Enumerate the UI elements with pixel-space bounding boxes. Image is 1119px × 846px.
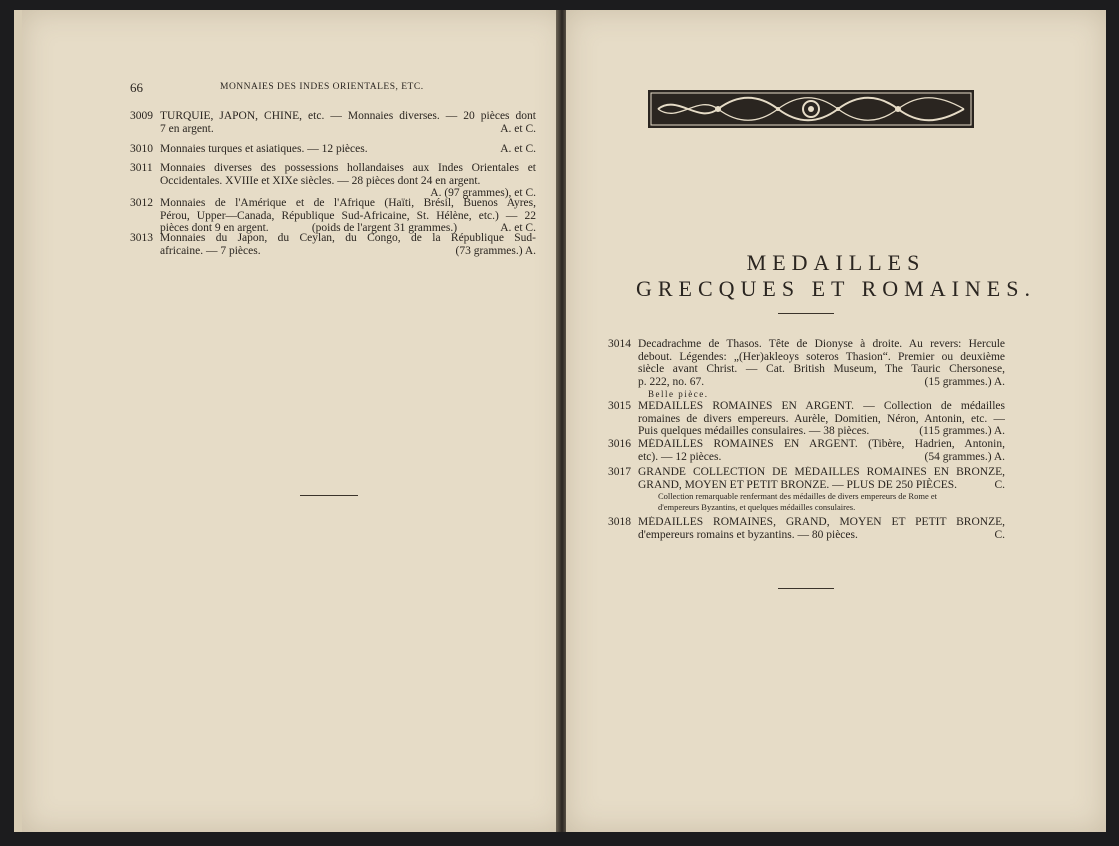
entry-marker: (115 grammes.) A.	[919, 425, 1005, 437]
entry-number: 3013	[130, 232, 153, 244]
entry-number: 3015	[608, 400, 631, 412]
entry-line: GRAND, MOYEN ET PETIT BRONZE. — PLUS DE 250 PIÈCES.	[638, 478, 958, 491]
entry-line: GRANDE COLLECTION DE MÉDAILLES ROMAINES EN BRONZE,	[638, 466, 1005, 478]
entry-marker: (73 grammes.) A.	[455, 244, 536, 257]
entry-marker: (54 grammes.) A.	[924, 450, 1005, 463]
right-page	[566, 10, 1106, 832]
entry-line: MEDAILLES ROMAINES EN ARGENT. — Collection de médailles	[638, 400, 1005, 412]
catalog-entry-3011	[130, 162, 536, 200]
catalog-entry-3013	[130, 232, 536, 258]
section-title-line1: MEDAILLES	[746, 250, 926, 275]
entry-remark: Belle pièce.	[648, 389, 709, 399]
entry-marker: A. et C.	[500, 222, 536, 234]
entry-line: 7 en argent.	[160, 122, 214, 135]
entry-line: Pérou, Upper—Canada, République Sud-Africaine, St. Hélène, etc.) — 22	[160, 209, 536, 222]
entry-number: 3014	[608, 338, 631, 350]
page-number: 66	[130, 80, 143, 95]
catalog-entry-3009	[130, 110, 536, 136]
entry-line: africaine. — 7 pièces.	[160, 244, 261, 257]
entry-line: Occidentales. XVIIIe et XIXe siècles. — 28 pièces dont 24 en argent.	[160, 174, 481, 187]
entry-marker: A. et C.	[500, 122, 536, 135]
entry-line: etc). — 12 pièces.	[638, 450, 722, 463]
running-head	[130, 78, 550, 98]
entry-line: Monnaies de l'Amérique et de l'Afrique (Haïti, Brésil, Buenos Ayres,	[160, 197, 536, 209]
entry-note: d'empereurs Byzantins, et quelques médailles consulaires.	[658, 502, 856, 512]
left-page	[14, 10, 566, 832]
entry-line: Decadrachme de Thasos. Tête de Dionyse à droite. Au revers: Hercule	[638, 338, 1005, 350]
entry-marker: (15 grammes.) A.	[924, 375, 1005, 388]
entry-number: 3012	[130, 197, 153, 209]
entry-line: debout. Légendes: „(Her)akleoys soteros Thasion“. Premier ou deuxième	[638, 350, 1005, 363]
entry-number: 3017	[608, 466, 631, 478]
entry-number: 3009	[130, 110, 153, 122]
entry-marker: A. (97 grammes), et C.	[430, 187, 536, 199]
entry-number: 3018	[608, 516, 631, 528]
entry-note: Collection remarquable renfermant des médailles de divers empereurs de Rome et	[658, 491, 937, 501]
entry-marker: C.	[994, 528, 1005, 541]
entry-number: 3010	[130, 143, 153, 155]
entry-line: Monnaies turques et asiatiques. — 12 pièces.	[160, 143, 368, 155]
entry-marker: C.	[994, 478, 1005, 491]
catalog-entry-3016	[608, 438, 1005, 464]
catalog-entry-3010	[130, 143, 536, 157]
catalog-entry-3012	[130, 197, 536, 235]
entry-line: pièces dont 9 en argent.	[160, 222, 269, 234]
entry-line: d'empereurs romains et byzantins. — 80 pièces.	[638, 528, 858, 541]
closing-rule	[300, 495, 358, 496]
entry-line: p. 222, no. 67.	[638, 375, 705, 388]
section-title-line2: GRECQUES ET ROMAINES.	[635, 276, 1036, 301]
title-rule	[778, 313, 834, 314]
catalog-entry-3014	[608, 338, 1005, 400]
catalog-entry-3018	[608, 516, 1005, 542]
entry-line: romaines de divers empereurs. Aurèle, Domitien, Néron, Antonin, etc. —	[638, 412, 1005, 425]
entry-line: MÉDAILLES ROMAINES EN ARGENT. (Tibère, Hadrien, Antonin,	[638, 438, 1005, 450]
entry-line: MÉDAILLES ROMAINES, GRAND, MOYEN ET PETIT BRONZE,	[638, 516, 1005, 528]
entry-line: Puis quelques médailles consulaires. — 38 pièces.	[638, 425, 870, 437]
entry-number: 3011	[130, 162, 153, 174]
running-title: MONNAIES DES INDES ORIENTALES, ETC.	[220, 82, 424, 92]
closing-rule	[778, 588, 834, 589]
ornament-headpiece	[648, 90, 974, 128]
catalog-entry-3017	[608, 466, 1005, 514]
entry-line: TURQUIE, JAPON, CHINE, etc. — Monnaies diverses. — 20 pièces dont	[160, 110, 536, 122]
entry-line: siècle avant Christ. — Cat. British Museum, The Tauric Chersonese,	[638, 363, 1005, 375]
entry-weight: (poids de l'argent 31 grammes.)	[311, 222, 458, 234]
entry-marker: A. et C.	[500, 143, 536, 155]
entry-line: Monnaies diverses des possessions hollandaises aux Indes Orientales et	[160, 162, 536, 174]
catalog-entry-3015	[608, 400, 1005, 438]
entry-line: Monnaies du Japon, du Ceylan, du Congo, de la République Sud-	[160, 232, 536, 244]
entry-number: 3016	[608, 438, 631, 450]
